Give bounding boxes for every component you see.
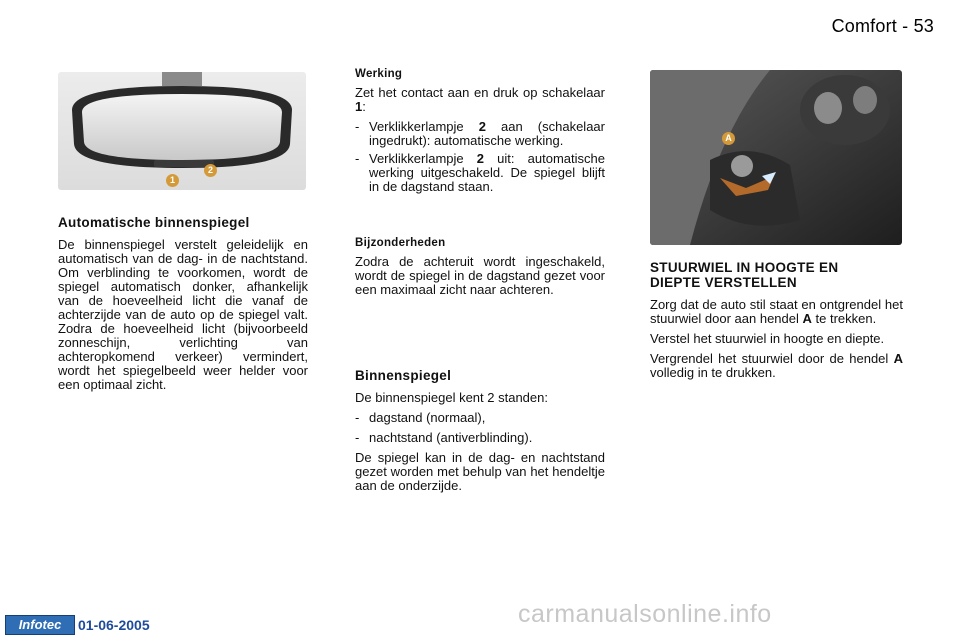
binnenspiegel-heading: Binnenspiegel [355, 368, 452, 383]
bijzonderheden-heading: Bijzonderheden [355, 237, 446, 249]
bijzonderheden-body: Zodra de achteruit wordt ingeschakeld, wordt de spiegel in de dagstand gezet voor een maximaal zicht naar achteren. [355, 254, 605, 297]
werking-item [355, 152, 605, 194]
para-text: te trekken. [811, 311, 877, 326]
werking-intro-text: Zet het contact aan en druk op schakelaar [355, 85, 605, 100]
item-text: Verklikkerlampje [369, 151, 477, 166]
steering-heading [650, 260, 903, 290]
callout-a [722, 132, 735, 145]
list-dash: - [355, 119, 360, 134]
callout-1-label: 1 [169, 175, 175, 185]
binnenspiegel-intro: De binnenspiegel kent 2 standen: [355, 390, 548, 405]
callout-2 [204, 164, 217, 177]
footer-date: 01-06-2005 [78, 617, 150, 633]
auto-mirror-heading: Automatische binnenspiegel [58, 215, 250, 230]
stand-text: dagstand (normaal), [369, 410, 486, 425]
page-title: Comfort - 53 [831, 16, 934, 36]
middle-column-bijzonderheden [355, 236, 605, 303]
list-dash: - [355, 410, 360, 425]
middle-column-binnenspiegel [355, 369, 605, 499]
callout-a-label: A [725, 133, 732, 143]
stand-item [355, 411, 605, 425]
binnenspiegel-body: De spiegel kan in de dag- en nachtstand gezet worden met behulp van het hendeltje aan de onderzijde. [355, 450, 605, 493]
steering-heading-line2: DIEPTE VERSTELLEN [650, 275, 797, 290]
middle-column-top [355, 67, 605, 198]
left-column [58, 216, 308, 398]
werking-heading: Werking [355, 68, 403, 80]
lever-letter: A [893, 351, 903, 366]
lever-letter: A [802, 311, 812, 326]
stand-item [355, 431, 605, 445]
item-text: uit: automatische werking uitgeschakeld. De spiegel blijft in de dagstand staan. [369, 151, 605, 194]
para-text: Vergrendel het stuurwiel door de hendel [650, 351, 894, 366]
para-text: Zorg dat de auto stil staat en ontgrendel het stuurwiel door aan hendel [650, 297, 903, 326]
item-number: 2 [476, 151, 485, 166]
werking-intro-colon: : [362, 99, 366, 114]
item-number: 2 [478, 119, 486, 134]
callout-1 [166, 174, 179, 187]
watermark: carmanualsonline.info [518, 600, 772, 628]
item-text: aan (schakelaar ingedrukt): automatische werking. [369, 119, 605, 148]
infotec-logo: Infotec [5, 615, 75, 635]
list-dash: - [355, 151, 360, 166]
werking-intro [355, 86, 605, 114]
steering-para-2: Verstel het stuurwiel in hoogte en diepte. [650, 331, 885, 346]
list-dash: - [355, 430, 360, 445]
steering-heading-line1: STUURWIEL IN HOOGTE EN [650, 260, 839, 275]
rearview-mirror-photo [58, 72, 306, 190]
steering-para-3 [650, 352, 903, 380]
werking-intro-number: 1 [355, 99, 363, 114]
stand-text: nachtstand (antiverblinding). [369, 430, 533, 445]
right-column [650, 260, 903, 386]
callout-2-label: 2 [207, 165, 213, 175]
steering-para-1 [650, 298, 903, 326]
auto-mirror-body: De binnenspiegel verstelt geleidelijk en automatisch van de dag- in de nachtstand. Om verblinding te voorkomen, wordt de spiegel automatisch donker, afhankelijk van de hoeveelheid licht die vanaf de achterzijde van de auto op de spiegel valt. Zodra de hoeveelheid licht (bijvoorbeeld zonneschijn, verlichting van achteropkomend verkeer) vermindert, wordt het spiegelbeeld weer helder voor een optimaal zicht. [58, 237, 308, 392]
para-text: volledig in te drukken. [650, 365, 776, 380]
item-text: Verklikkerlampje [369, 119, 479, 134]
werking-item [355, 120, 605, 148]
steering-lever-photo [650, 70, 902, 245]
